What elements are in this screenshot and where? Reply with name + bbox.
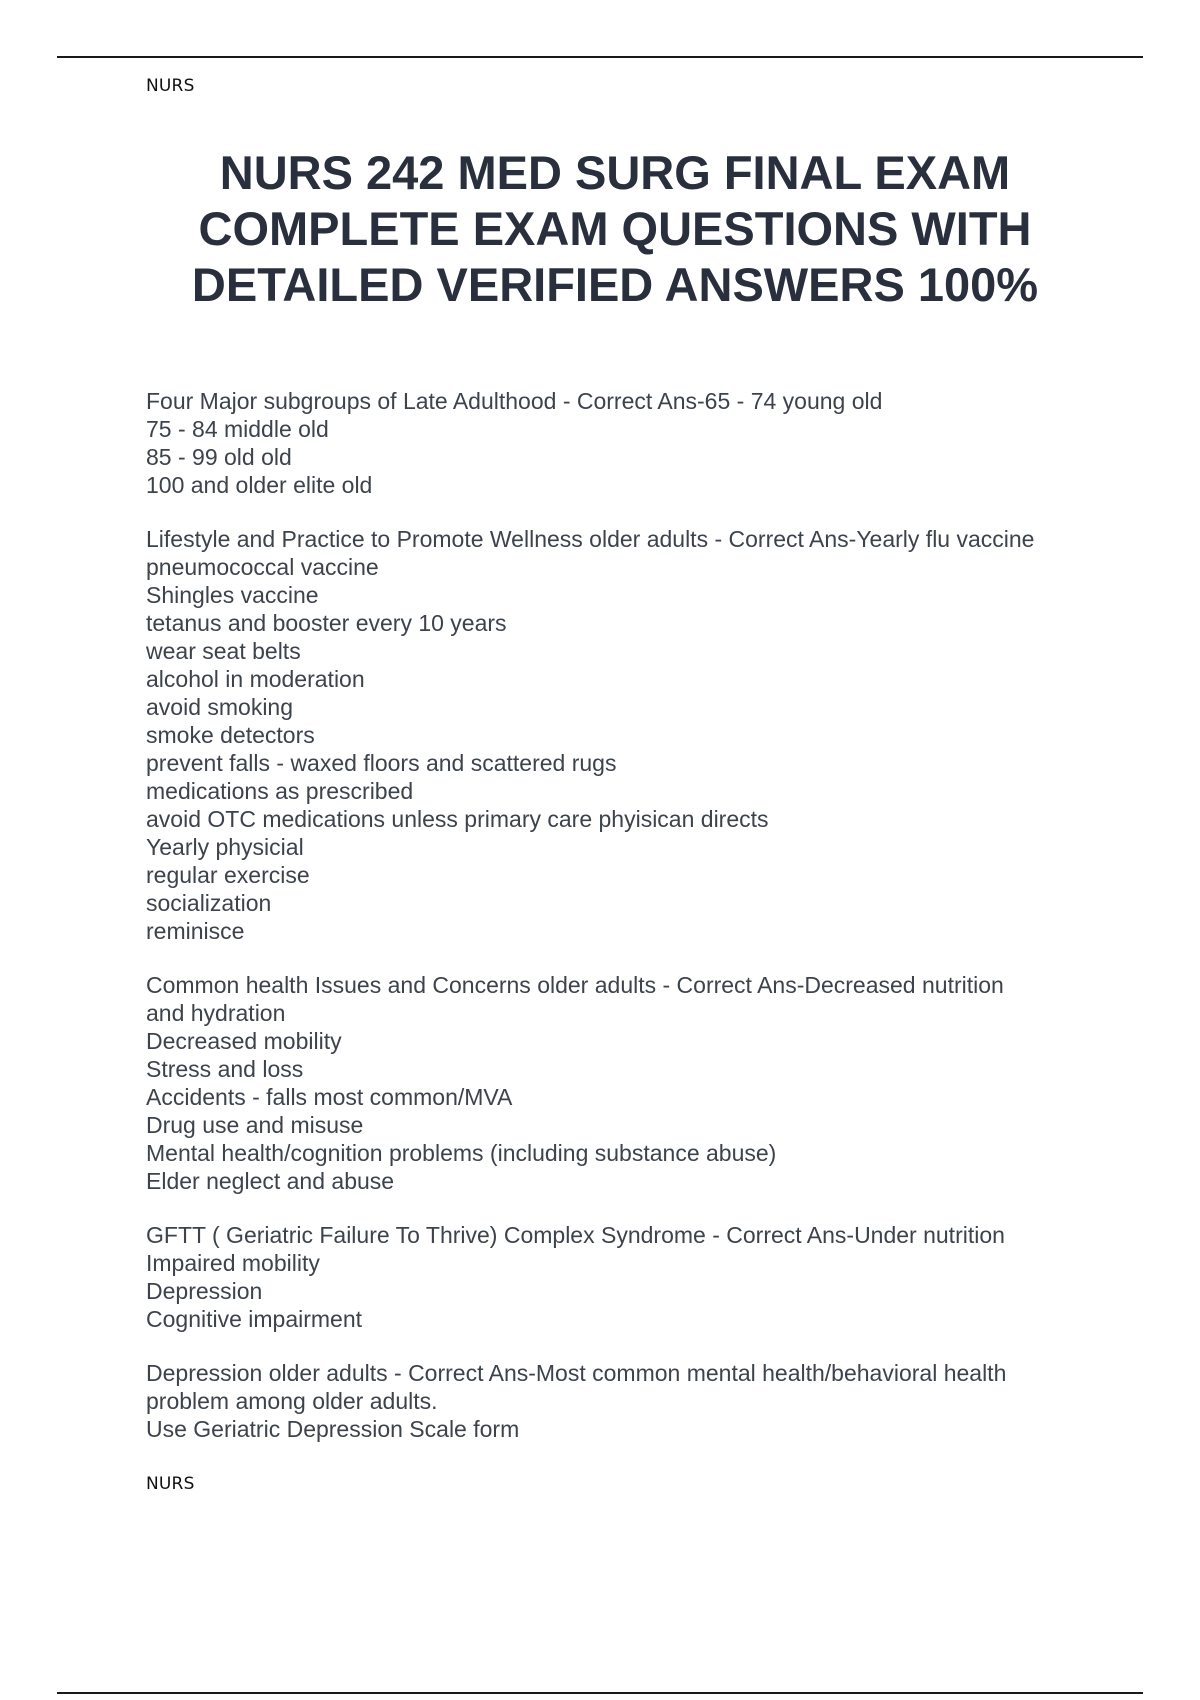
- title-line-2: COMPLETE EXAM QUESTIONS WITH: [198, 202, 1032, 255]
- qa-entry-wellness-practices: Lifestyle and Practice to Promote Wellness older adults - Correct Ans-Yearly flu vaccine pneumococcal vaccine Shingles vaccine tetanus and booster every 10 years wear seat belts alcohol in moderation avoid smoking smoke detectors prevent falls - waxed floors and scattered rugs medications as prescribed avoid OTC medications unless primary care phyisican directs Yearly physicial regular exercise socialization reminisce: [146, 526, 1035, 944]
- qa-entry-depression: Depression older adults - Correct Ans-Most common mental health/behavioral health problem among older adults. Use Geriatric Depression Scale form: [146, 1360, 1007, 1442]
- footer-rule: [57, 1692, 1143, 1694]
- document-title: [110, 145, 1120, 313]
- page-footer-label: NURS: [146, 1474, 195, 1494]
- page-header-label: NURS: [146, 76, 195, 96]
- title-line-3: DETAILED VERIFIED ANSWERS 100%: [191, 258, 1039, 311]
- qa-entry-late-adulthood-subgroups: Four Major subgroups of Late Adulthood - Correct Ans-65 - 74 young old 75 - 84 middle old 85 - 99 old old 100 and older elite old: [146, 388, 883, 498]
- qa-content: [146, 387, 1096, 1469]
- header-rule: [57, 56, 1143, 58]
- qa-entry-common-health-issues: Common health Issues and Concerns older adults - Correct Ans-Decreased nutrition and hydration Decreased mobility Stress and loss Accidents - falls most common/MVA Drug use and misuse Mental health/cognition problems (including substance abuse) Elder neglect and abuse: [146, 972, 1004, 1194]
- title-line-1: NURS 242 MED SURG FINAL EXAM: [219, 146, 1011, 199]
- qa-entry-gftt: GFTT ( Geriatric Failure To Thrive) Complex Syndrome - Correct Ans-Under nutrition Impaired mobility Depression Cognitive impairment: [146, 1222, 1005, 1332]
